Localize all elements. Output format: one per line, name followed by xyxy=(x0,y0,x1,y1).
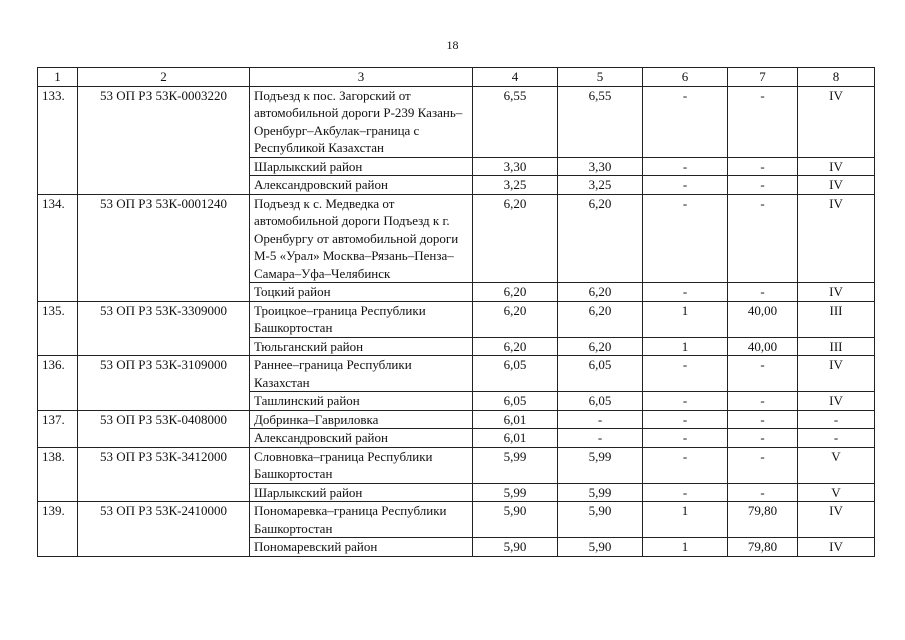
road-category: IV xyxy=(798,356,875,392)
length-covered: 5,99 xyxy=(558,483,643,502)
table-body xyxy=(38,86,875,556)
entry-number: 137. xyxy=(38,410,78,447)
road-category: IV xyxy=(798,392,875,411)
roads-table xyxy=(37,67,875,557)
bridges-length: - xyxy=(728,194,798,283)
road-name: Подъезд к с. Медведка от автомобильной дороги Подъезд к г. Оренбургу от автомобильной дороги М-5 «Урал» Москва–Рязань–Пенза–Самара–Уфа–Челябинск xyxy=(250,194,473,283)
bridges-length: 79,80 xyxy=(728,502,798,538)
road-category: IV xyxy=(798,176,875,195)
length-total: 5,90 xyxy=(473,538,558,557)
bridges-count: - xyxy=(643,410,728,429)
road-category: - xyxy=(798,429,875,448)
length-covered: 6,20 xyxy=(558,283,643,302)
road-code: 53 ОП РЗ 53К-0408000 xyxy=(78,410,250,447)
length-total: 6,05 xyxy=(473,392,558,411)
length-covered: 6,55 xyxy=(558,86,643,157)
bridges-count: - xyxy=(643,176,728,195)
road-name: Раннее–граница Республики Казахстан xyxy=(250,356,473,392)
bridges-length: 40,00 xyxy=(728,337,798,356)
table-row xyxy=(38,356,875,392)
road-name: Словновка–граница Республики Башкортостан xyxy=(250,447,473,483)
entry-number: 139. xyxy=(38,502,78,557)
bridges-length: - xyxy=(728,447,798,483)
road-category: IV xyxy=(798,157,875,176)
bridges-length: 40,00 xyxy=(728,301,798,337)
entry-number: 135. xyxy=(38,301,78,356)
length-covered: 5,90 xyxy=(558,538,643,557)
length-covered: 6,05 xyxy=(558,392,643,411)
length-total: 6,20 xyxy=(473,194,558,283)
table-row xyxy=(38,447,875,483)
road-category: IV xyxy=(798,283,875,302)
road-category: III xyxy=(798,301,875,337)
length-total: 6,20 xyxy=(473,301,558,337)
bridges-length: - xyxy=(728,410,798,429)
column-header: 6 xyxy=(643,68,728,87)
length-covered: 6,20 xyxy=(558,301,643,337)
district-name: Александровский район xyxy=(250,176,473,195)
road-name: Добринка–Гавриловка xyxy=(250,410,473,429)
bridges-count: - xyxy=(643,157,728,176)
road-category: IV xyxy=(798,502,875,538)
district-name: Тоцкий район xyxy=(250,283,473,302)
road-category: IV xyxy=(798,194,875,283)
bridges-count: - xyxy=(643,283,728,302)
district-name: Тюльганский район xyxy=(250,337,473,356)
district-name: Шарлыкский район xyxy=(250,157,473,176)
bridges-count: - xyxy=(643,447,728,483)
district-name: Александровский район xyxy=(250,429,473,448)
column-header: 4 xyxy=(473,68,558,87)
road-code: 53 ОП РЗ 53К-3309000 xyxy=(78,301,250,356)
length-total: 3,25 xyxy=(473,176,558,195)
entry-number: 134. xyxy=(38,194,78,301)
road-name: Пономаревка–граница Республики Башкортостан xyxy=(250,502,473,538)
length-total: 6,20 xyxy=(473,283,558,302)
bridges-count: 1 xyxy=(643,337,728,356)
length-total: 5,99 xyxy=(473,483,558,502)
table-row xyxy=(38,410,875,429)
column-header: 7 xyxy=(728,68,798,87)
header-row xyxy=(38,68,875,87)
table-row xyxy=(38,194,875,283)
length-covered: 3,25 xyxy=(558,176,643,195)
length-total: 6,20 xyxy=(473,337,558,356)
road-category: IV xyxy=(798,86,875,157)
road-name: Троицкое–граница Республики Башкортостан xyxy=(250,301,473,337)
district-name: Шарлыкский район xyxy=(250,483,473,502)
length-covered: - xyxy=(558,429,643,448)
district-name: Пономаревский район xyxy=(250,538,473,557)
bridges-count: 1 xyxy=(643,301,728,337)
district-name: Ташлинский район xyxy=(250,392,473,411)
road-category: IV xyxy=(798,538,875,557)
road-code: 53 ОП РЗ 53К-3109000 xyxy=(78,356,250,411)
length-total: 5,99 xyxy=(473,447,558,483)
bridges-length: 79,80 xyxy=(728,538,798,557)
length-total: 6,05 xyxy=(473,356,558,392)
table-row xyxy=(38,301,875,337)
road-code: 53 ОП РЗ 53К-0001240 xyxy=(78,194,250,301)
bridges-count: - xyxy=(643,429,728,448)
length-covered: 3,30 xyxy=(558,157,643,176)
bridges-count: - xyxy=(643,483,728,502)
bridges-count: 1 xyxy=(643,538,728,557)
road-code: 53 ОП РЗ 53К-2410000 xyxy=(78,502,250,557)
length-covered: 6,20 xyxy=(558,337,643,356)
bridges-count: - xyxy=(643,392,728,411)
table-row xyxy=(38,86,875,157)
entry-number: 136. xyxy=(38,356,78,411)
bridges-count: - xyxy=(643,194,728,283)
length-covered: 6,05 xyxy=(558,356,643,392)
bridges-length: - xyxy=(728,392,798,411)
column-header: 8 xyxy=(798,68,875,87)
road-category: - xyxy=(798,410,875,429)
column-header: 3 xyxy=(250,68,473,87)
bridges-length: - xyxy=(728,356,798,392)
page-number: 18 xyxy=(446,38,459,52)
length-total: 6,01 xyxy=(473,429,558,448)
bridges-length: - xyxy=(728,157,798,176)
road-code: 53 ОП РЗ 53К-3412000 xyxy=(78,447,250,502)
length-covered: 5,90 xyxy=(558,502,643,538)
road-category: V xyxy=(798,483,875,502)
column-header: 2 xyxy=(78,68,250,87)
column-header: 1 xyxy=(38,68,78,87)
table-row xyxy=(38,502,875,538)
length-total: 5,90 xyxy=(473,502,558,538)
road-code: 53 ОП РЗ 53К-0003220 xyxy=(78,86,250,194)
entry-number: 138. xyxy=(38,447,78,502)
bridges-length: - xyxy=(728,176,798,195)
bridges-length: - xyxy=(728,86,798,157)
road-category: III xyxy=(798,337,875,356)
length-covered: 6,20 xyxy=(558,194,643,283)
length-covered: 5,99 xyxy=(558,447,643,483)
bridges-length: - xyxy=(728,283,798,302)
length-total: 3,30 xyxy=(473,157,558,176)
bridges-length: - xyxy=(728,429,798,448)
column-header: 5 xyxy=(558,68,643,87)
road-name: Подъезд к пос. Загорский от автомобильной дороги Р-239 Казань–Оренбург–Акбулак–граница с Республикой Казахстан xyxy=(250,86,473,157)
bridges-count: 1 xyxy=(643,502,728,538)
road-category: V xyxy=(798,447,875,483)
entry-number: 133. xyxy=(38,86,78,194)
bridges-length: - xyxy=(728,483,798,502)
bridges-count: - xyxy=(643,86,728,157)
length-covered: - xyxy=(558,410,643,429)
length-total: 6,55 xyxy=(473,86,558,157)
length-total: 6,01 xyxy=(473,410,558,429)
bridges-count: - xyxy=(643,356,728,392)
